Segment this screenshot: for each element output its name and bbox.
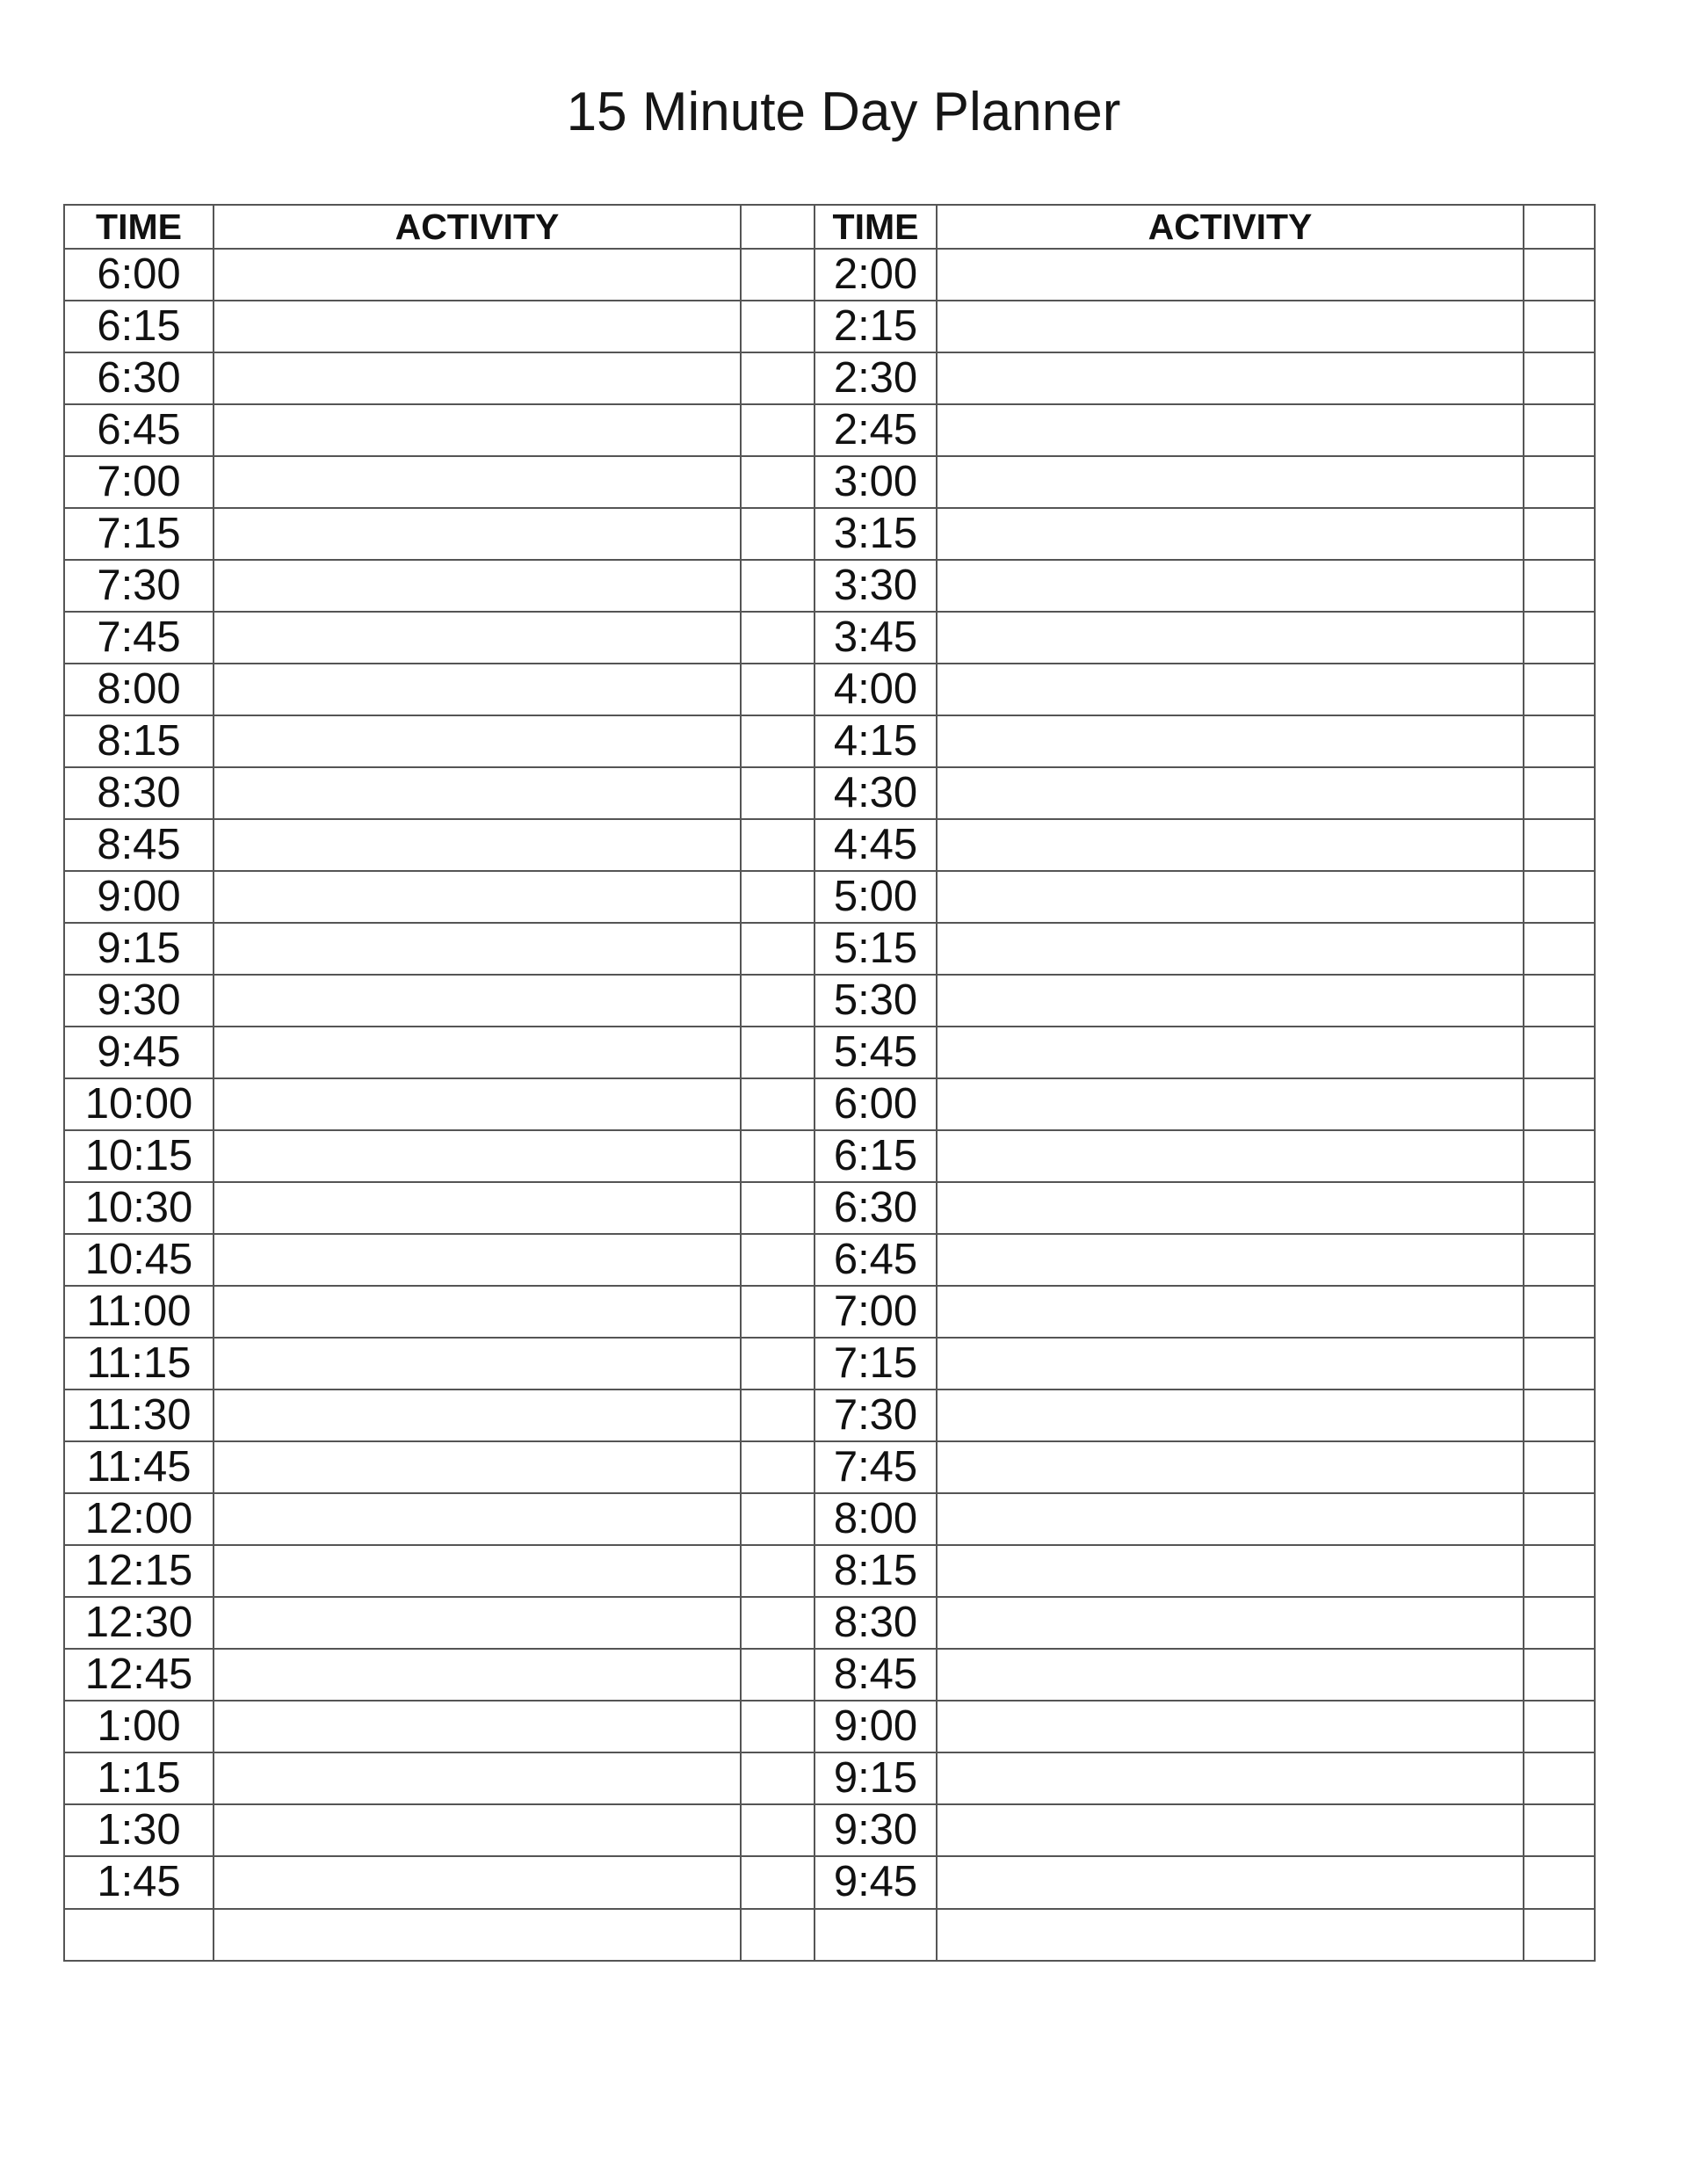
- time-cell-left: 10:30: [64, 1182, 214, 1234]
- planner-body: [64, 249, 1595, 1961]
- table-row: [64, 975, 1595, 1027]
- time-cell-left: 1:30: [64, 1804, 214, 1856]
- activity-cell-right[interactable]: [937, 1493, 1524, 1545]
- activity-cell-left[interactable]: [214, 1649, 741, 1701]
- time-cell-right: 4:15: [815, 715, 937, 767]
- activity-cell-left[interactable]: [214, 1545, 741, 1597]
- activity-cell-left[interactable]: [214, 1856, 741, 1908]
- activity-cell-left[interactable]: [214, 1078, 741, 1130]
- time-cell-right: 2:00: [815, 249, 937, 301]
- blank-cell: [1524, 352, 1595, 404]
- time-cell-right: 4:30: [815, 767, 937, 819]
- table-row: [64, 1389, 1595, 1441]
- activity-cell-right[interactable]: [937, 1338, 1524, 1389]
- blank-cell: [1524, 404, 1595, 456]
- activity-cell-right[interactable]: [937, 975, 1524, 1027]
- time-cell-right: 7:15: [815, 1338, 937, 1389]
- table-row: [64, 1493, 1595, 1545]
- time-cell-left: 8:00: [64, 664, 214, 715]
- blank-cell: [741, 404, 815, 456]
- time-cell-right: 8:30: [815, 1597, 937, 1649]
- time-cell-left: 6:30: [64, 352, 214, 404]
- activity-cell-left[interactable]: [214, 456, 741, 508]
- page-title: 15 Minute Day Planner: [566, 82, 1121, 142]
- blank-cell: [741, 819, 815, 871]
- activity-cell-left[interactable]: [214, 1597, 741, 1649]
- activity-cell-left[interactable]: [214, 1493, 741, 1545]
- time-cell-left: 7:30: [64, 560, 214, 612]
- table-row: [64, 612, 1595, 664]
- planner-table: [63, 204, 1596, 1962]
- activity-header-right: ACTIVITY: [937, 205, 1524, 249]
- activity-cell-right[interactable]: [937, 456, 1524, 508]
- activity-cell-right[interactable]: [937, 1545, 1524, 1597]
- time-cell-left: 1:00: [64, 1701, 214, 1752]
- blank-cell: [1524, 923, 1595, 975]
- table-row: [64, 1130, 1595, 1182]
- time-cell-left: [64, 1909, 214, 1962]
- table-row: [64, 819, 1595, 871]
- activity-cell-right[interactable]: [937, 1078, 1524, 1130]
- blank-cell: [1524, 1182, 1595, 1234]
- time-cell-right: 5:15: [815, 923, 937, 975]
- time-cell-left: 9:15: [64, 923, 214, 975]
- blank-cell: [1524, 1752, 1595, 1804]
- blank-cell: [1524, 664, 1595, 715]
- time-cell-left: 7:15: [64, 508, 214, 560]
- activity-cell-right[interactable]: [937, 1804, 1524, 1856]
- activity-cell-right[interactable]: [937, 404, 1524, 456]
- blank-cell: [741, 508, 815, 560]
- table-row: [64, 249, 1595, 301]
- blank-cell: [741, 975, 815, 1027]
- blank-cell: [741, 1078, 815, 1130]
- table-row: [64, 1234, 1595, 1286]
- table-row: [64, 1078, 1595, 1130]
- blank-cell: [741, 871, 815, 923]
- blank-cell: [741, 249, 815, 301]
- blank-cell: [1524, 301, 1595, 352]
- blank-cell: [1524, 560, 1595, 612]
- blank-cell: [741, 1130, 815, 1182]
- activity-cell-left[interactable]: [214, 1752, 741, 1804]
- activity-cell-left[interactable]: [214, 1389, 741, 1441]
- blank-cell: [1524, 1545, 1595, 1597]
- activity-cell-right[interactable]: [937, 1286, 1524, 1338]
- blank-cell: [741, 1545, 815, 1597]
- activity-cell-right[interactable]: [937, 508, 1524, 560]
- time-cell-right: 5:00: [815, 871, 937, 923]
- table-row: [64, 871, 1595, 923]
- table-row: [64, 1182, 1595, 1234]
- time-cell-right: 5:45: [815, 1027, 937, 1078]
- blank-cell: [1524, 1649, 1595, 1701]
- time-cell-left: 10:45: [64, 1234, 214, 1286]
- activity-cell-left[interactable]: [214, 871, 741, 923]
- activity-cell-left[interactable]: [214, 1441, 741, 1493]
- time-cell-left: 10:00: [64, 1078, 214, 1130]
- time-cell-left: 7:45: [64, 612, 214, 664]
- time-cell-right: 9:00: [815, 1701, 937, 1752]
- time-cell-right: 6:30: [815, 1182, 937, 1234]
- time-header-left: TIME: [64, 205, 214, 249]
- table-row: [64, 1701, 1595, 1752]
- table-row: [64, 767, 1595, 819]
- time-cell-left: 1:45: [64, 1856, 214, 1908]
- table-row: [64, 404, 1595, 456]
- blank-cell: [741, 1234, 815, 1286]
- activity-cell-right[interactable]: [937, 871, 1524, 923]
- activity-cell-left[interactable]: [214, 1234, 741, 1286]
- time-cell-left: 9:00: [64, 871, 214, 923]
- table-row: [64, 1856, 1595, 1908]
- blank-cell: [741, 1286, 815, 1338]
- time-cell-left: 7:00: [64, 456, 214, 508]
- table-row: [64, 923, 1595, 975]
- activity-cell-right[interactable]: [937, 1441, 1524, 1493]
- table-row: [64, 1286, 1595, 1338]
- blank-cell: [741, 1804, 815, 1856]
- activity-cell-left[interactable]: [214, 1027, 741, 1078]
- time-cell-left: 11:30: [64, 1389, 214, 1441]
- blank-cell: [741, 612, 815, 664]
- blank-cell: [1524, 1804, 1595, 1856]
- time-cell-right: 8:45: [815, 1649, 937, 1701]
- activity-cell-left[interactable]: [214, 352, 741, 404]
- table-row: [64, 1752, 1595, 1804]
- blank-cell: [741, 456, 815, 508]
- time-cell-right: 4:00: [815, 664, 937, 715]
- time-cell-right: 6:00: [815, 1078, 937, 1130]
- time-cell-left: 11:00: [64, 1286, 214, 1338]
- time-cell-right: [815, 1909, 937, 1962]
- activity-cell-right[interactable]: [937, 1649, 1524, 1701]
- blank-cell: [741, 1909, 815, 1962]
- table-row: [64, 715, 1595, 767]
- time-cell-left: 8:30: [64, 767, 214, 819]
- activity-cell-right[interactable]: [937, 301, 1524, 352]
- blank-cell: [741, 715, 815, 767]
- blank-cell: [1524, 1909, 1595, 1962]
- blank-cell: [1524, 1234, 1595, 1286]
- blank-cell: [1524, 1078, 1595, 1130]
- blank-cell: [1524, 456, 1595, 508]
- time-cell-right: 8:00: [815, 1493, 937, 1545]
- blank-cell: [741, 301, 815, 352]
- blank-cell: [1524, 1389, 1595, 1441]
- activity-cell-left[interactable]: [214, 249, 741, 301]
- blank-cell: [1524, 612, 1595, 664]
- blank-cell: [741, 1701, 815, 1752]
- activity-cell-right[interactable]: [937, 560, 1524, 612]
- activity-cell-right[interactable]: [937, 1389, 1524, 1441]
- time-cell-left: 11:45: [64, 1441, 214, 1493]
- blank-cell: [741, 1027, 815, 1078]
- blank-cell: [741, 767, 815, 819]
- time-cell-left: 12:15: [64, 1545, 214, 1597]
- table-row: [64, 1804, 1595, 1856]
- activity-cell-right[interactable]: [937, 249, 1524, 301]
- blank-cell: [1524, 715, 1595, 767]
- activity-header-left: ACTIVITY: [214, 205, 741, 249]
- time-cell-left: 9:30: [64, 975, 214, 1027]
- blank-cell: [1524, 1856, 1595, 1908]
- blank-cell: [1524, 1701, 1595, 1752]
- table-row: [64, 1649, 1595, 1701]
- blank-cell: [1524, 1338, 1595, 1389]
- time-cell-right: 7:00: [815, 1286, 937, 1338]
- table-row: [64, 301, 1595, 352]
- activity-cell-right[interactable]: [937, 1182, 1524, 1234]
- table-row: [64, 1338, 1595, 1389]
- activity-cell-right[interactable]: [937, 1234, 1524, 1286]
- blank-cell: [1524, 1493, 1595, 1545]
- activity-cell-left[interactable]: [214, 1286, 741, 1338]
- activity-cell-left[interactable]: [214, 664, 741, 715]
- activity-cell-right[interactable]: [937, 1856, 1524, 1908]
- blank-cell: [1524, 975, 1595, 1027]
- blank-cell: [1524, 871, 1595, 923]
- blank-cell: [1524, 819, 1595, 871]
- blank-cell: [741, 1441, 815, 1493]
- blank-cell: [741, 923, 815, 975]
- table-row: [64, 352, 1595, 404]
- blank-cell: [741, 1389, 815, 1441]
- blank-cell: [741, 1856, 815, 1908]
- table-row: [64, 560, 1595, 612]
- activity-cell-right[interactable]: [937, 819, 1524, 871]
- time-cell-left: 12:00: [64, 1493, 214, 1545]
- time-cell-right: 2:45: [815, 404, 937, 456]
- time-cell-left: 1:15: [64, 1752, 214, 1804]
- time-cell-left: 12:30: [64, 1597, 214, 1649]
- table-row: [64, 1545, 1595, 1597]
- activity-cell-right[interactable]: [937, 1130, 1524, 1182]
- time-cell-left: 6:45: [64, 404, 214, 456]
- blank-cell: [741, 1597, 815, 1649]
- activity-cell-right[interactable]: [937, 352, 1524, 404]
- time-cell-right: 3:30: [815, 560, 937, 612]
- time-cell-left: 12:45: [64, 1649, 214, 1701]
- table-row: [64, 1597, 1595, 1649]
- activity-cell-left[interactable]: [214, 819, 741, 871]
- activity-cell-left[interactable]: [214, 923, 741, 975]
- time-cell-right: 5:30: [815, 975, 937, 1027]
- blank-cell: [741, 1649, 815, 1701]
- blank-cell: [741, 1182, 815, 1234]
- time-header-right: TIME: [815, 205, 937, 249]
- time-cell-right: 6:15: [815, 1130, 937, 1182]
- activity-cell-right[interactable]: [937, 1027, 1524, 1078]
- time-cell-left: 10:15: [64, 1130, 214, 1182]
- activity-cell-left[interactable]: [214, 508, 741, 560]
- activity-cell-right[interactable]: [937, 664, 1524, 715]
- table-row: [64, 1909, 1595, 1962]
- table-row: [64, 1027, 1595, 1078]
- activity-cell-left[interactable]: [214, 1130, 741, 1182]
- time-cell-right: 7:45: [815, 1441, 937, 1493]
- activity-cell-left[interactable]: [214, 1909, 741, 1962]
- table-row: [64, 664, 1595, 715]
- activity-cell-right[interactable]: [937, 923, 1524, 975]
- activity-cell-right[interactable]: [937, 1909, 1524, 1962]
- header-row: [64, 205, 1595, 249]
- activity-cell-left[interactable]: [214, 975, 741, 1027]
- activity-cell-left[interactable]: [214, 1804, 741, 1856]
- blank-cell: [741, 1338, 815, 1389]
- time-cell-right: 3:15: [815, 508, 937, 560]
- time-cell-left: 9:45: [64, 1027, 214, 1078]
- blank-cell: [1524, 249, 1595, 301]
- blank-cell: [1524, 1597, 1595, 1649]
- table-row: [64, 1441, 1595, 1493]
- time-cell-right: 8:15: [815, 1545, 937, 1597]
- activity-cell-left[interactable]: [214, 767, 741, 819]
- activity-cell-left[interactable]: [214, 301, 741, 352]
- time-cell-left: 6:00: [64, 249, 214, 301]
- activity-cell-left[interactable]: [214, 612, 741, 664]
- activity-cell-right[interactable]: [937, 1597, 1524, 1649]
- time-cell-left: 11:15: [64, 1338, 214, 1389]
- blank-header-cell: [1524, 205, 1595, 249]
- activity-cell-left[interactable]: [214, 404, 741, 456]
- time-cell-right: 9:15: [815, 1752, 937, 1804]
- time-cell-right: 2:15: [815, 301, 937, 352]
- time-cell-left: 8:45: [64, 819, 214, 871]
- activity-cell-right[interactable]: [937, 612, 1524, 664]
- time-cell-right: 7:30: [815, 1389, 937, 1441]
- activity-cell-left[interactable]: [214, 715, 741, 767]
- activity-cell-left[interactable]: [214, 1182, 741, 1234]
- time-cell-right: 3:45: [815, 612, 937, 664]
- blank-cell: [741, 1752, 815, 1804]
- activity-cell-right[interactable]: [937, 715, 1524, 767]
- activity-cell-right[interactable]: [937, 1752, 1524, 1804]
- time-cell-left: 8:15: [64, 715, 214, 767]
- blank-cell: [1524, 1027, 1595, 1078]
- blank-cell: [1524, 767, 1595, 819]
- time-cell-right: 9:45: [815, 1856, 937, 1908]
- blank-cell: [1524, 1441, 1595, 1493]
- blank-cell: [1524, 508, 1595, 560]
- time-cell-right: 9:30: [815, 1804, 937, 1856]
- blank-cell: [741, 664, 815, 715]
- time-cell-right: 4:45: [815, 819, 937, 871]
- activity-cell-left[interactable]: [214, 1701, 741, 1752]
- blank-header-cell: [741, 205, 815, 249]
- blank-cell: [1524, 1286, 1595, 1338]
- activity-cell-right[interactable]: [937, 1701, 1524, 1752]
- table-row: [64, 456, 1595, 508]
- blank-cell: [741, 352, 815, 404]
- table-row: [64, 508, 1595, 560]
- activity-cell-left[interactable]: [214, 560, 741, 612]
- blank-cell: [1524, 1130, 1595, 1182]
- activity-cell-right[interactable]: [937, 767, 1524, 819]
- time-cell-right: 6:45: [815, 1234, 937, 1286]
- time-cell-right: 3:00: [815, 456, 937, 508]
- blank-cell: [741, 560, 815, 612]
- time-cell-left: 6:15: [64, 301, 214, 352]
- time-cell-right: 2:30: [815, 352, 937, 404]
- activity-cell-left[interactable]: [214, 1338, 741, 1389]
- blank-cell: [741, 1493, 815, 1545]
